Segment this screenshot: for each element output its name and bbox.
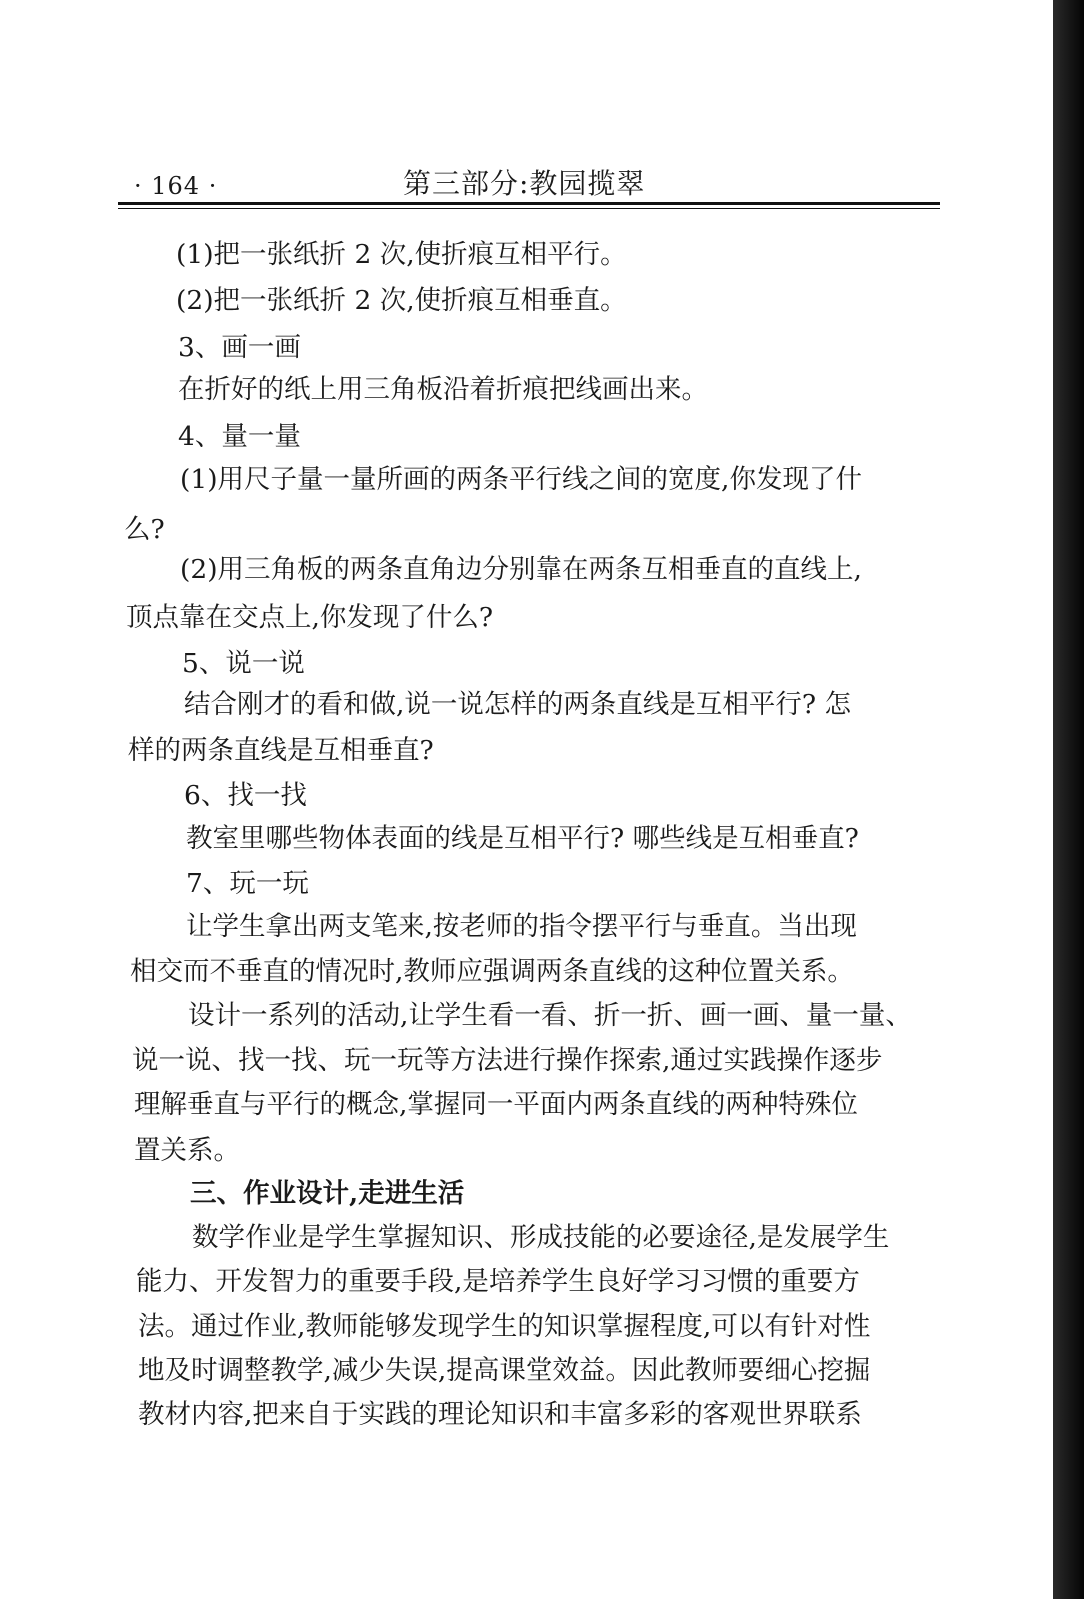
text-line: (2)把一张纸折 2 次,使折痕互相垂直。: [176, 285, 627, 316]
text-line: 教材内容,把来自于实践的理论知识和丰富多彩的客观世界联系: [138, 1399, 862, 1430]
text-line: 地及时调整教学,减少失误,提高课堂效益。因此教师要细心挖掘: [138, 1355, 871, 1386]
text-line: 让学生拿出两支笔来,按老师的指令摆平行与垂直。当出现: [186, 911, 857, 942]
header-rule-thin: [118, 208, 940, 209]
text-line: 顶点靠在交点上,你发现了什么?: [126, 602, 494, 633]
text-line: 相交而不垂直的情况时,教师应强调两条直线的这种位置关系。: [130, 956, 854, 987]
text-line: 置关系。: [134, 1135, 240, 1166]
text-line: 说一说、找一找、玩一玩等方法进行操作探索,通过实践操作逐步: [132, 1045, 883, 1076]
text-line: 6、找一找: [184, 780, 307, 811]
text-line: 在折好的纸上用三角板沿着折痕把线画出来。: [178, 374, 708, 405]
text-line: 4、量一量: [178, 421, 301, 452]
text-line: (1)用尺子量一量所画的两条平行线之间的宽度,你发现了什: [180, 464, 862, 495]
text-line: (2)用三角板的两条直角边分别靠在两条互相垂直的直线上,: [180, 554, 862, 585]
page-number: · 164 ·: [134, 172, 218, 200]
text-line: 5、说一说: [182, 648, 305, 679]
text-line: 3、画一画: [178, 332, 301, 363]
text-line: 数学作业是学生掌握知识、形成技能的必要途径,是发展学生: [192, 1222, 890, 1253]
text-line: 能力、开发智力的重要手段,是培养学生良好学习习惯的重要方: [136, 1266, 860, 1297]
text-line: 教室里哪些物体表面的线是互相平行? 哪些线是互相垂直?: [186, 823, 859, 854]
text-line: 法。通过作业,教师能够发现学生的知识掌握程度,可以有针对性: [138, 1311, 871, 1342]
text-line: 样的两条直线是互相垂直?: [128, 735, 434, 766]
text-line: 设计一系列的活动,让学生看一看、折一折、画一画、量一量、: [188, 1000, 912, 1031]
page-header: [118, 160, 940, 200]
running-title: 第三部分:教园揽翠: [403, 167, 646, 200]
text-line: 理解垂直与平行的概念,掌握同一平面内两条直线的两种特殊位: [134, 1089, 858, 1120]
text-line: 7、玩一玩: [186, 868, 309, 899]
header-rule-thick: [118, 202, 940, 205]
text-line: 结合刚才的看和做,说一说怎样的两条直线是互相平行? 怎: [184, 689, 852, 720]
section-heading: 三、作业设计,走进生活: [190, 1178, 465, 1209]
text-line: 么?: [124, 514, 165, 545]
page-edge-shadow: [1053, 0, 1084, 1599]
text-line: (1)把一张纸折 2 次,使折痕互相平行。: [176, 239, 627, 270]
